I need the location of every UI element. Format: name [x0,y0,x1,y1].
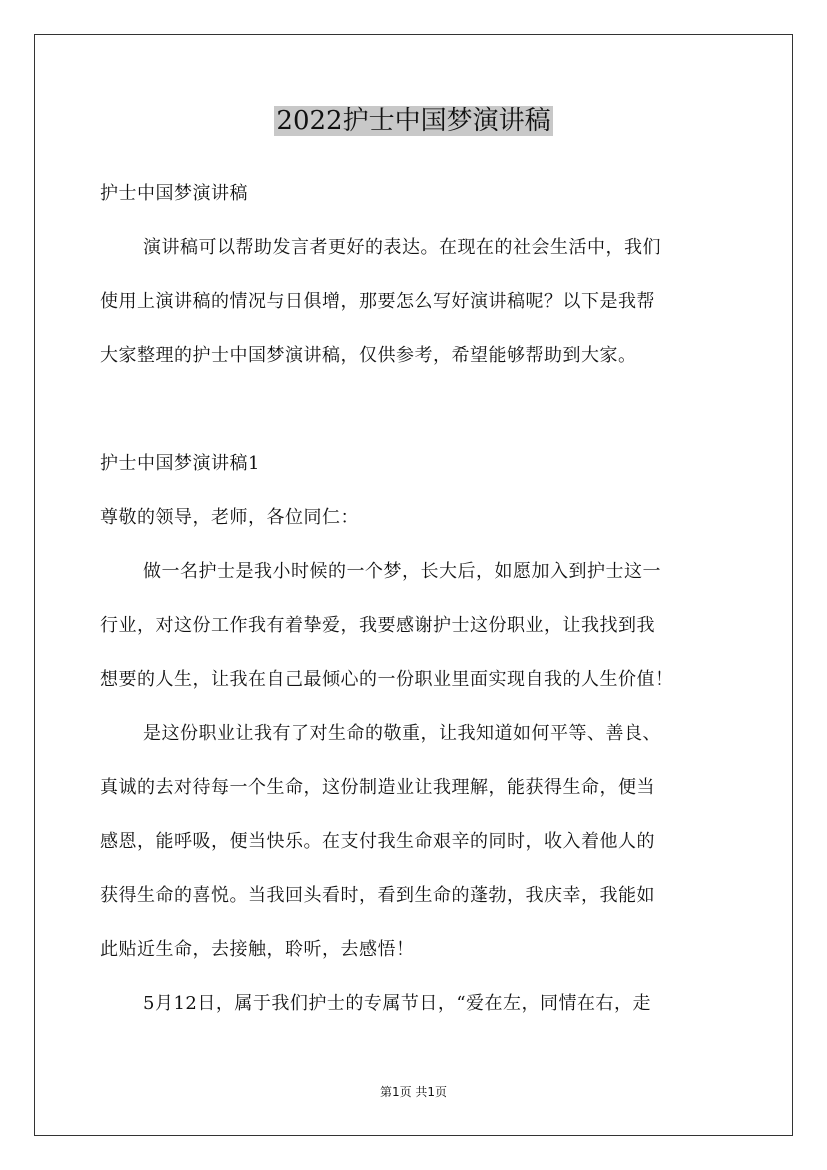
para2-line-5: 此贴近生命，去接触，聆听，去感悟！ [100,939,415,960]
salutation: 尊敬的领导，老师，各位同仁： [100,507,359,528]
section-heading: 护士中国梦演讲稿1 [100,453,260,474]
intro-line-2: 使用上演讲稿的情况与日俱增，那要怎么写好演讲稿呢？以下是我帮 [100,291,655,312]
para2-line-1: 是这份职业让我有了对生命的敬重，让我知道如何平等、善良、 [143,723,661,744]
para1-line-2: 行业，对这份工作我有着挚爱，我要感谢护士这份职业，让我找到我 [100,615,655,636]
para2-line-3: 感恩，能呼吸，便当快乐。在支付我生命艰辛的同时，收入着他人的 [100,831,655,852]
para1-line-3: 想要的人生，让我在自己最倾心的一份职业里面实现自我的人生价值！ [100,669,674,690]
intro-line-1: 演讲稿可以帮助发言者更好的表达。在现在的社会生活中，我们 [143,237,661,258]
subtitle: 护士中国梦演讲稿 [100,183,248,204]
para3-line-1: 5月12日，属于我们护士的专属节日，“爱在左，同情在右，走 [143,993,652,1014]
document-title-text: 2022护士中国梦演讲稿 [276,106,551,136]
para1-line-1: 做一名护士是我小时候的一个梦，长大后，如愿加入到护士这一 [143,561,661,582]
para2-line-2: 真诚的去对待每一个生命，这份制造业让我理解，能获得生命，便当 [100,777,655,798]
intro-line-3: 大家整理的护士中国梦演讲稿，仅供参考，希望能够帮助到大家。 [100,345,637,366]
para2-line-4: 获得生命的喜悦。当我回头看时，看到生命的蓬勃，我庆幸，我能如 [100,885,655,906]
page-footer: 第1页 共1页 [379,1085,448,1099]
document-title [0,100,827,142]
